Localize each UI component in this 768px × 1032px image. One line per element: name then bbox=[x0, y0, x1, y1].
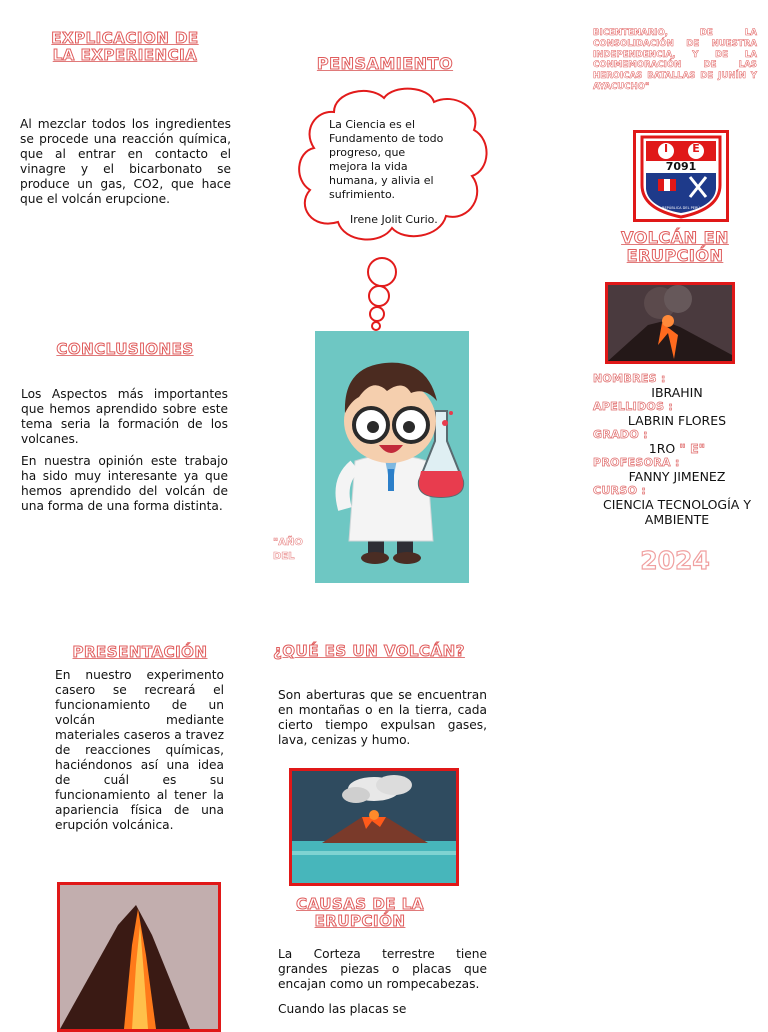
volcano-cartoon-image bbox=[289, 768, 459, 886]
school-logo bbox=[633, 130, 729, 222]
value-nombres: IBRAHIN bbox=[651, 385, 703, 400]
conclusiones-paragraph-1: Los Aspectos más importantes que hemos aprendido sobre este tema seria la formación de los volcanes. bbox=[21, 387, 228, 446]
side-note bbox=[273, 536, 313, 564]
logo-letter-i: I bbox=[663, 142, 669, 155]
label-nombres: NOMBRES : bbox=[593, 372, 666, 385]
lava-image bbox=[57, 882, 221, 1032]
que-es-text: Son aberturas que se encuentran en montañas o en la tierra, cada cierto tiempo expulsan gases, lava, cenizas y humo. bbox=[278, 688, 487, 747]
side-note-line-1: "AÑO bbox=[273, 537, 303, 548]
quote-text: La Ciencia es el Fundamento de todo progreso, que mejora la vida humana, y alivia el sufrimiento. bbox=[329, 118, 444, 201]
causas-paragraph-2: Cuando las placas se bbox=[278, 1002, 407, 1016]
side-note-line-2: DEL bbox=[273, 551, 295, 562]
year: 2024 bbox=[640, 546, 710, 575]
heading-conclusiones: CONCLUSIONES bbox=[56, 340, 194, 358]
label-grado: GRADO : bbox=[593, 428, 648, 441]
logo-letter-e: E bbox=[692, 142, 700, 155]
heading-pensamiento: PENSAMIENTO bbox=[316, 54, 454, 73]
label-curso: CURSO : bbox=[593, 484, 647, 497]
label-apellidos: APELLIDOS : bbox=[593, 400, 674, 413]
value-profesora: FANNY JIMENEZ bbox=[628, 469, 726, 484]
heading-causas-erupcion: CAUSAS DE LA ERUPCIÓN bbox=[296, 895, 424, 931]
heading-presentacion: PRESENTACIÓN bbox=[72, 643, 208, 661]
logo-motto: REPÚBLICA DEL PERÚ bbox=[662, 206, 700, 210]
bicentenario-header: BICENTENARIO, DE LA CONSOLIDACIÓN DE NUESTRA INDEPENDENCIA, Y DE LA CONMEMORACIÓN DE LAS HEROICAS BATALLAS DE JUNÍN Y AYACUCHO" bbox=[593, 28, 757, 92]
conclusiones-text bbox=[21, 387, 228, 521]
value-apellidos: LABRIN FLORES bbox=[627, 413, 727, 428]
student-info bbox=[593, 372, 761, 527]
value-grado-level: 1RO bbox=[648, 441, 676, 456]
value-grado bbox=[593, 441, 761, 456]
label-profesora: PROFESORA : bbox=[593, 456, 680, 469]
causas-text bbox=[278, 947, 487, 1024]
conclusiones-paragraph-2: En nuestra opinión este trabajo ha sido muy interesante ya que hemos aprendido del volcán de una forma de una forma distinta. bbox=[21, 454, 228, 513]
explicacion-text: Al mezclar todos los ingredientes se procede una reacción química, que al entrar en contacto el vinagre y el bicarbonato se produce un gas, CO2, que hace que el volcán erupcione. bbox=[20, 117, 231, 206]
value-grado-section: " E" bbox=[679, 441, 706, 456]
logo-number: 7091 bbox=[665, 160, 697, 173]
value-curso: CIENCIA TECNOLOGÍA Y AMBIENTE bbox=[603, 497, 751, 527]
quote-author: Irene Jolit Curio. bbox=[350, 213, 438, 226]
causas-paragraph-1: La Corteza terrestre tiene grandes piezas o placas que encajan como un rompecabezas. bbox=[278, 947, 487, 991]
heading-que-es-un-volcan: ¿QUÉ ES UN VOLCÁN? bbox=[273, 642, 465, 660]
presentacion-text: En nuestro experimento casero se recreará el funcionamiento de un volcán mediante materiales caseros a travez de reacciones químicas, haciéndonos así una idea de cuál es su funcionamiento al tener la apariencia física de una erupción volcánica. bbox=[55, 668, 224, 832]
heading-explicacion: EXPLICACION DE LA EXPERIENCIA bbox=[51, 29, 199, 65]
volcano-cover-image bbox=[605, 282, 735, 364]
scientist-illustration bbox=[315, 331, 469, 583]
main-title: VOLCÁN EN ERUPCIÓN bbox=[621, 228, 729, 266]
